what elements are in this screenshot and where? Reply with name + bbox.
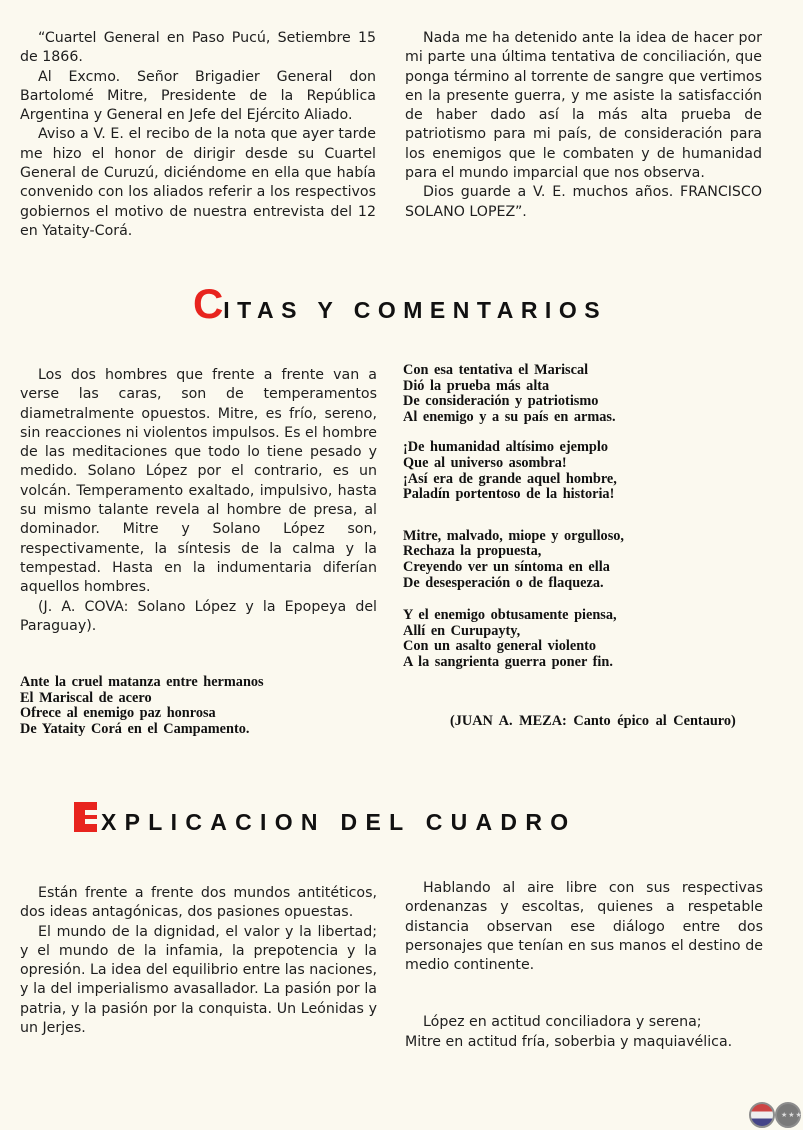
citas-prose-citation: (J. A. COVA: Solano López y la Epopeya del Paraguay). xyxy=(20,598,377,634)
letter-left-column xyxy=(20,29,376,241)
poem-line: Mitre, malvado, miope y orgulloso, xyxy=(403,527,624,544)
poem-stanza xyxy=(403,608,624,670)
letter-addressee: Al Excmo. Señor Brigadier General don Bartolomé Mitre, Presidente de la República Argentina y General en Jefe del Ejército Aliado. xyxy=(20,68,376,124)
poem-line: ¡Así era de grande aquel hombre, xyxy=(403,470,617,487)
poem-line: Ofrece al enemigo paz honrosa xyxy=(20,705,216,722)
poem-line: ¡De humanidad altísimo ejemplo xyxy=(403,439,608,456)
poem-citation: (JUAN A. MEZA: Canto épico al Centauro) xyxy=(450,713,736,729)
poem-line: Y el enemigo obtusamente piensa, xyxy=(403,607,617,624)
explicacion-left-column xyxy=(20,884,377,1038)
closing-line: Mitre en actitud fría, soberbia y maquiavélica. xyxy=(405,1033,733,1050)
poem-line: De consideración y patriotismo xyxy=(403,393,599,410)
letter-right-column xyxy=(405,29,762,222)
citas-left-stanza xyxy=(20,675,264,750)
letter-body-paragraph: Aviso a V. E. el recibo de la nota que ayer tarde me hizo el honor de dirigir desde su Cuartel General de Curuzú, diciéndome en ella que había convenido con los aliados referir a los respectivos gobiernos el motivo de nuestra entrevista del 12 en Yataity-Corá. xyxy=(20,126,376,239)
letter-body-paragraph: Nada me ha detenido ante la idea de hacer por mi parte una última tentativa de conciliación, que ponga término al torrente de sangre que vertimos en la presente guerra, y me asiste la satisfacción de haber dado así la más alta prueba de patriotismo para mi país, de consideración para los enemigos que le combaten y de humanidad para el mundo imparcial que nos observa. xyxy=(405,30,762,182)
poem-line: A la sangrienta guerra poner fin. xyxy=(403,653,613,670)
explicacion-right-column xyxy=(405,879,763,1052)
poem-line: De Yataity Corá en el Campamento. xyxy=(20,720,250,737)
explicacion-paragraph: Están frente a frente dos mundos antitéticos, dos ideas antagónicas, dos pasiones opuestas. xyxy=(20,885,377,921)
poem-line: Que al universo asombra! xyxy=(403,454,567,471)
section-heading-citas xyxy=(0,280,800,328)
letter-dateline: “Cuartel General en Paso Pucú, Setiembre 15 de 1866. xyxy=(20,30,376,66)
citas-prose: Los dos hombres que frente a frente van a verse las caras, son de temperamentos diametralmente opuestos. Mitre, es frío, sereno, sin reacciones ni violentos impulsos. Es el hombre de las meditaciones que todo lo tiene pesado y medido. Solano López por el contrario, es un volcán. Temperamento exaltado, impulsivo, hasta su mismo talante revela al hombre de presa, al dominador. Mitre y Solano López son, respectivamente, la síntesis de la calma y la tempestad. Hasta en la indumentaria diferían aquellos hombres. xyxy=(20,367,377,596)
poem-line: Al enemigo y a su país en armas. xyxy=(403,408,616,425)
poem-line: El Mariscal de acero xyxy=(20,689,152,706)
poem-line: Allí en Curupayty, xyxy=(403,622,521,639)
poem-line: Dió la prueba más alta xyxy=(403,377,550,394)
citas-prose-column xyxy=(20,366,377,636)
section-heading-explicacion xyxy=(0,802,800,836)
heading-text: ITAS Y COMENTARIOS xyxy=(223,297,608,323)
heading-text: XPLICACION DEL CUADRO xyxy=(101,809,577,835)
explicacion-paragraph: El mundo de la dignidad, el valor y la libertad; y el mundo de la infamia, la prepotencia y la opresión. La idea del equilibrio entre las naciones, y la del imperialismo avasallador. La pasión por la patria, y la pasión por la conquista. Un Leónidas y un Jerjes. xyxy=(20,923,377,1037)
poem-stanza xyxy=(403,440,624,502)
citas-right-poem xyxy=(403,363,624,684)
poem-stanza xyxy=(403,529,624,591)
poem-line: Con esa tentativa el Mariscal xyxy=(403,362,589,378)
poem-stanza xyxy=(403,363,624,425)
poem-line: Rechaza la propuesta, xyxy=(403,543,542,560)
poem-line: Paladín portentoso de la historia! xyxy=(403,486,615,503)
poem-line: Ante la cruel matanza entre hermanos xyxy=(20,674,264,690)
heading-initial: C xyxy=(192,280,224,327)
poem-line: Creyendo ver un síntoma en ella xyxy=(403,558,610,575)
closing-line: López en actitud conciliadora y serena; xyxy=(423,1014,702,1031)
letter-signature: Dios guarde a V. E. muchos años. FRANCISCO SOLANO LOPEZ”. xyxy=(405,184,762,220)
paraguay-flag-seal-icon xyxy=(749,1102,775,1128)
explicacion-paragraph: Hablando al aire libre con sus respectivas ordenanzas y escoltas, quienes a respetable distancia observan ese diálogo entre dos personajes que tenían en sus manos el destino de medio continente. xyxy=(405,880,763,974)
poem-line: De desesperación o de flaqueza. xyxy=(403,574,604,591)
stars-seal-icon: ★★★ xyxy=(775,1102,801,1128)
heading-initial-block xyxy=(74,802,97,832)
poem-line: Con un asalto general violento xyxy=(403,638,597,655)
